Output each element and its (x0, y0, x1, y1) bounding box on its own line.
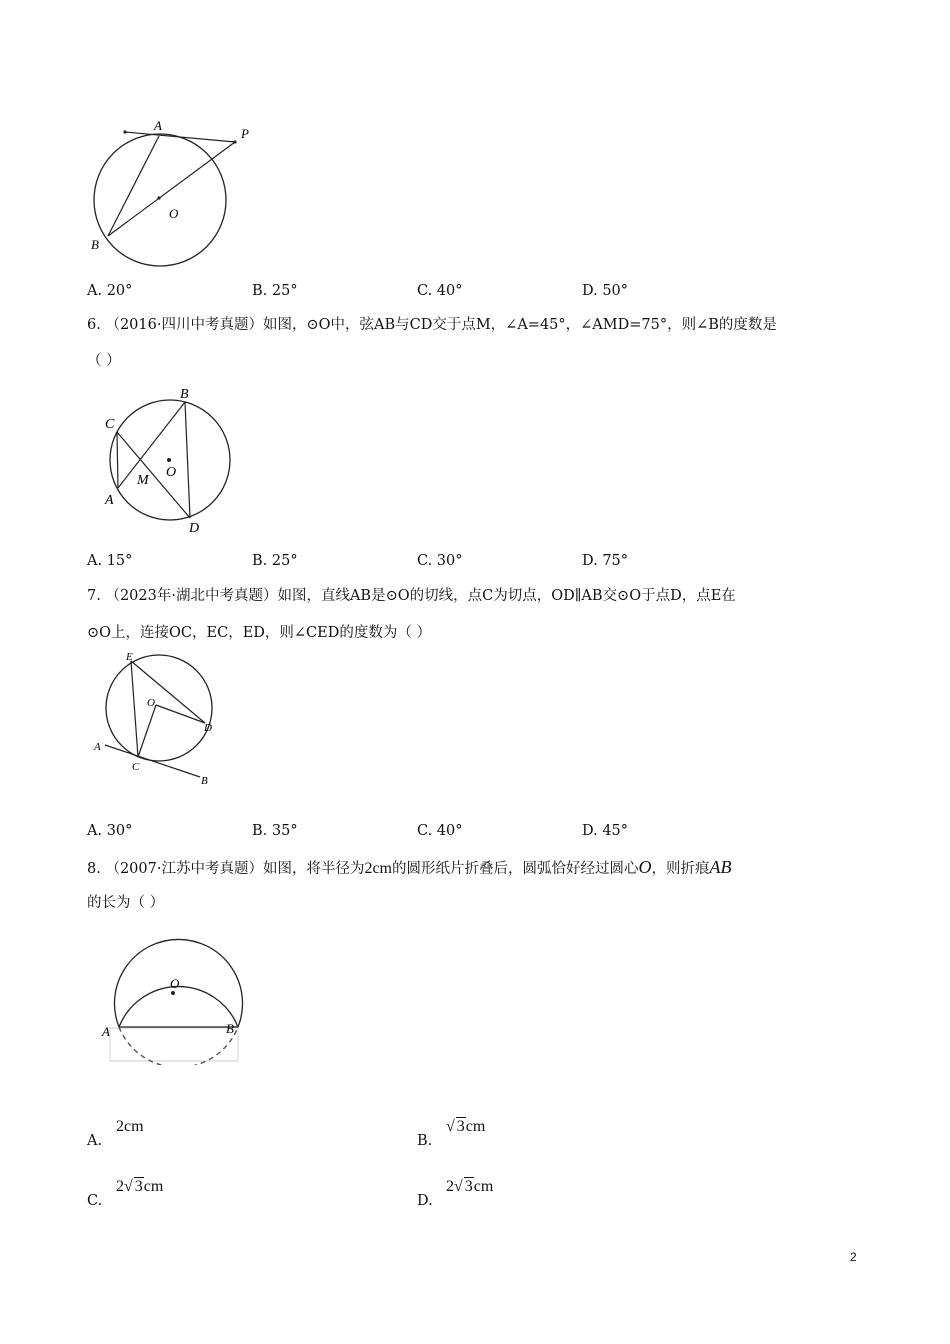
q6-stem-line1: 6. （2016·四川中考真题）如图，⊙O中，弦AB与CD交于点M，∠A=45°，∠AMD=75°，则∠B的度数是 (87, 317, 777, 333)
q8-option-a-value[interactable]: 2cm (116, 1118, 144, 1135)
q8-option-d-radicand: 3 (464, 1178, 473, 1195)
q6-option-b[interactable]: B. 25° (252, 553, 298, 569)
q8-option-d-letter[interactable]: D. (417, 1193, 433, 1209)
q8-radius: 2cm (364, 860, 392, 877)
q6-label-c: C (105, 417, 115, 432)
sqrt-icon: √ (454, 1178, 463, 1195)
q7-option-d[interactable]: D. 45° (582, 823, 629, 839)
q8-option-d-value[interactable] (446, 1178, 493, 1196)
q7-label-o: O (147, 697, 155, 709)
q8-dashed-arc (119, 1027, 238, 1065)
q5-label-p: P (241, 126, 249, 141)
sqrt-icon: √ (124, 1178, 133, 1195)
q8-stem-part1: 8. （2007·江苏中考真题）如图，将半径为 (87, 861, 365, 877)
q5-circle (94, 134, 226, 266)
q8-option-c-letter[interactable]: C. (87, 1193, 103, 1209)
q8-option-b-value[interactable] (446, 1118, 485, 1136)
q7-option-b[interactable]: B. 35° (252, 823, 298, 839)
q7-option-a[interactable]: A. 30° (87, 823, 133, 839)
page-number: 2 (850, 1250, 857, 1264)
q8-chord-ab: AB (709, 857, 732, 877)
q8-option-a-letter[interactable]: A. (87, 1133, 103, 1149)
q5-option-c[interactable]: C. 40° (417, 283, 463, 299)
q6-stem-line2: （ ） (87, 353, 121, 369)
q7-line-ed (131, 661, 205, 723)
q8-option-c-radicand: 3 (134, 1178, 143, 1195)
q8-option-c-unit: cm (143, 1178, 164, 1195)
q8-stem-part3: ，则折痕 (651, 861, 710, 877)
q7-tangent-ab (105, 745, 200, 777)
q8-option-b-radicand: 3 (456, 1118, 465, 1135)
q8-option-d-coef: 2 (446, 1178, 454, 1195)
q7-option-c[interactable]: C. 40° (417, 823, 463, 839)
q7-stem-line1: 7. （2023年·湖北中考真题）如图，直线AB是⊙O的切线，点C为切点，OD∥AB交⊙O于点D，点E在 (87, 588, 736, 604)
q7-label-e: E (126, 651, 133, 663)
q6-option-c[interactable]: C. 30° (417, 553, 463, 569)
q6-figure (95, 382, 245, 542)
q6-label-o: O (166, 465, 177, 480)
q8-option-d-unit: cm (473, 1178, 494, 1195)
q8-point-o (171, 991, 175, 995)
q7-label-d: D (204, 722, 212, 734)
q8-center-o: O (638, 857, 652, 877)
q8-label-b: B (226, 1021, 234, 1036)
q7-figure (88, 648, 228, 793)
q5-option-b[interactable]: B. 25° (252, 283, 298, 299)
q5-point-end (123, 130, 126, 133)
q7-stem-line2: ⊙O上，连接OC，EC，ED，则∠CED的度数为（ ） (87, 625, 431, 641)
q5-label-a: A (154, 118, 162, 133)
q8-label-a: A (102, 1024, 110, 1039)
q6-label-a: A (105, 493, 114, 508)
q8-stem-line2: 的长为（ ） (87, 895, 165, 911)
q8-figure (98, 925, 248, 1065)
q5-point-o (157, 196, 160, 199)
q7-line-ec (131, 661, 138, 757)
q5-label-o: O (169, 206, 179, 221)
q6-label-d: D (189, 521, 200, 536)
q5-line-bp (108, 142, 235, 236)
q8-option-c-coef: 2 (116, 1178, 124, 1195)
q8-option-b-letter[interactable]: B. (417, 1133, 433, 1149)
q6-label-b: B (180, 387, 189, 402)
q8-stem-line1 (87, 857, 732, 879)
q8-option-b-unit: cm (465, 1118, 486, 1135)
q8-folded-arc (119, 987, 238, 1027)
q6-point-o (167, 458, 171, 462)
q7-label-a: A (94, 741, 101, 753)
q5-figure (80, 118, 270, 268)
q7-line-od (156, 705, 205, 723)
q8-label-o: O (170, 976, 180, 991)
q7-circle (106, 655, 212, 761)
q7-label-c: C (132, 761, 140, 773)
q8-stem-part2: 的圆形纸片折叠后，圆弧恰好经过圆心 (392, 861, 639, 877)
q8-option-c-value[interactable] (116, 1178, 163, 1196)
q5-point-p (233, 140, 236, 143)
q6-chord-ca (117, 432, 118, 488)
q7-line-oc (138, 705, 156, 757)
q6-option-a[interactable]: A. 15° (87, 553, 133, 569)
sqrt-icon: √ (446, 1118, 455, 1135)
q6-option-d[interactable]: D. 75° (582, 553, 629, 569)
q5-label-b: B (91, 237, 99, 252)
q7-label-b: B (201, 775, 208, 787)
q6-chord-bd (185, 402, 190, 518)
q6-label-m: M (137, 473, 149, 488)
q5-option-a[interactable]: A. 20° (87, 283, 133, 299)
q5-option-d[interactable]: D. 50° (582, 283, 629, 299)
